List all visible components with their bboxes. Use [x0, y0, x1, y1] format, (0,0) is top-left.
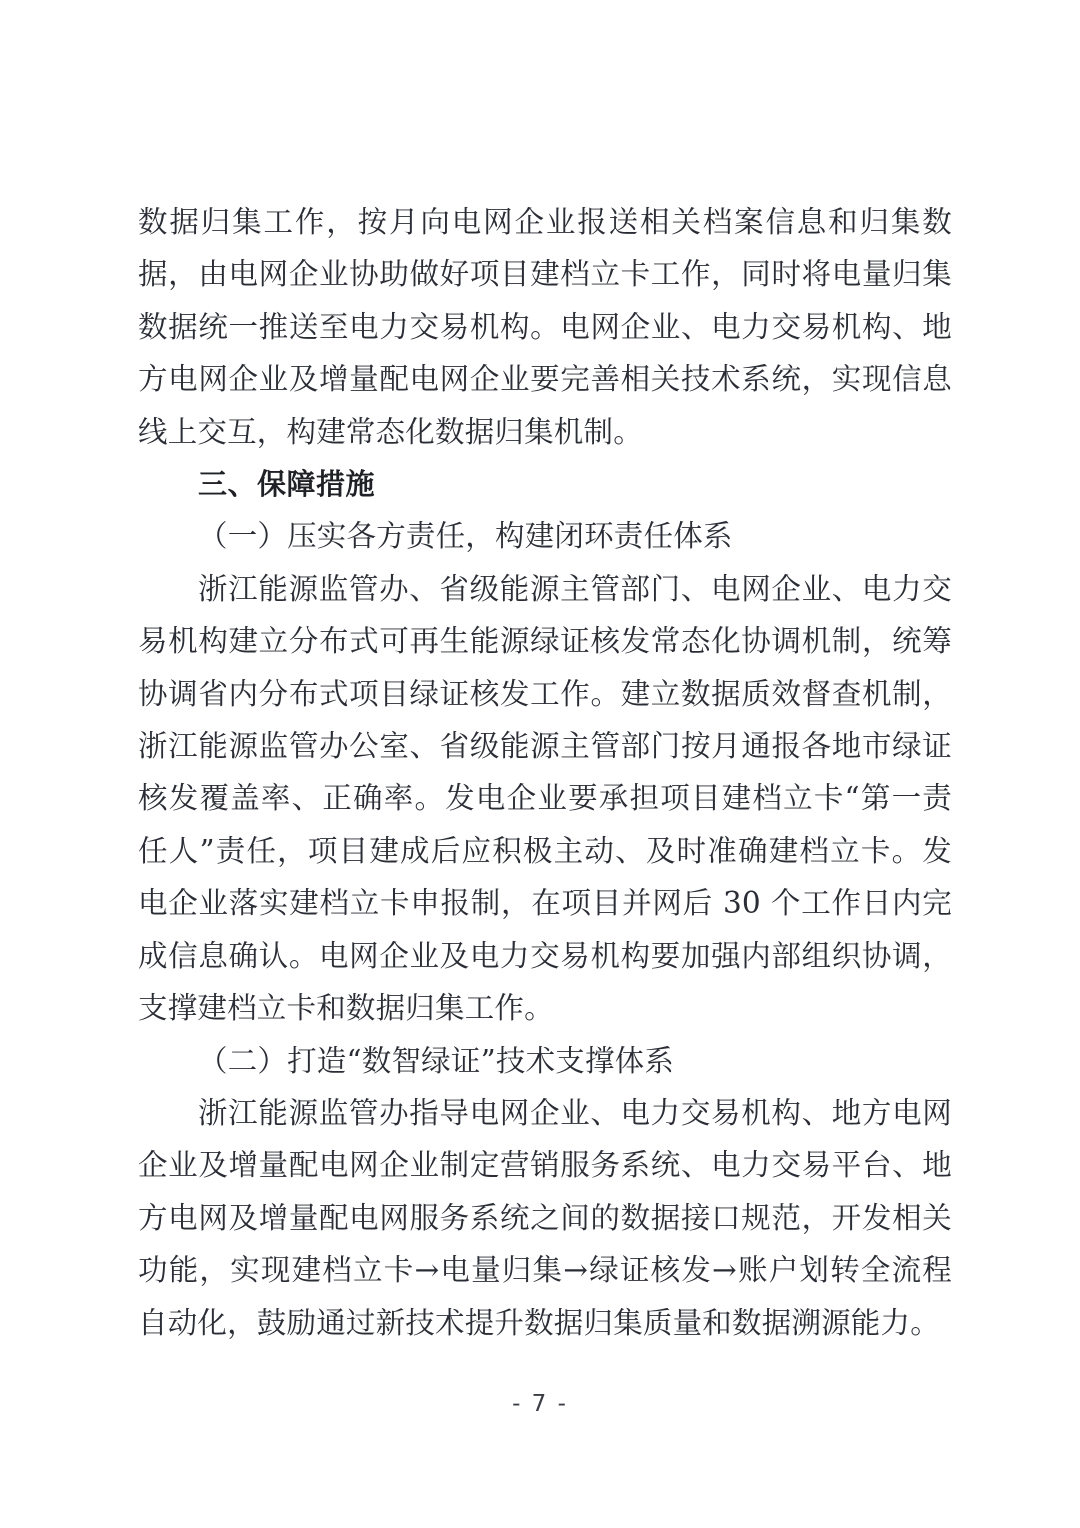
document-text-column	[138, 196, 952, 1349]
page-number: - 7 -	[512, 1391, 568, 1417]
subsection-two-paragraph: 浙江能源监管办指导电网企业、电力交易机构、地方电网企业及增量配电网企业制定营销服务系统、电力交易平台、地方电网及增量配电网服务系统之间的数据接口规范，开发相关功能，实现建档立卡→电量归集→绿证核发→账户划转全流程自动化，鼓励通过新技术提升数据归集质量和数据溯源能力。	[138, 1095, 952, 1340]
subsection-heading-two: （二）打造“数智绿证”技术支撑体系	[198, 1043, 675, 1078]
subsection-one-paragraph: 浙江能源监管办、省级能源主管部门、电网企业、电力交易机构建立分布式可再生能源绿证核发常态化协调机制，统筹协调省内分布式项目绿证核发工作。建立数据质效督查机制，浙江能源监管办公室、省级能源主管部门按月通报各地市绿证核发覆盖率、正确率。发电企业要承担项目建档立卡“第一责任人”责任，项目建成后应积极主动、及时准确建档立卡。发电企业落实建档立卡申报制，在项目并网后 30 个工作日内完成信息确认。电网企业及电力交易机构要加强内部组织协调，支撑建档立卡和数据归集工作。	[138, 571, 952, 1026]
paragraph-continued-from-previous-page: 数据归集工作，按月向电网企业报送相关档案信息和归集数据，由电网企业协助做好项目建档立卡工作，同时将电量归集数据统一推送至电力交易机构。电网企业、电力交易机构、地方电网企业及增量配电网企业要完善相关技术系统，实现信息线上交互，构建常态化数据归集机制。	[138, 205, 952, 449]
subsection-heading-one: （一）压实各方责任，构建闭环责任体系	[198, 519, 733, 554]
section-heading-three: 三、保障措施	[198, 467, 376, 502]
